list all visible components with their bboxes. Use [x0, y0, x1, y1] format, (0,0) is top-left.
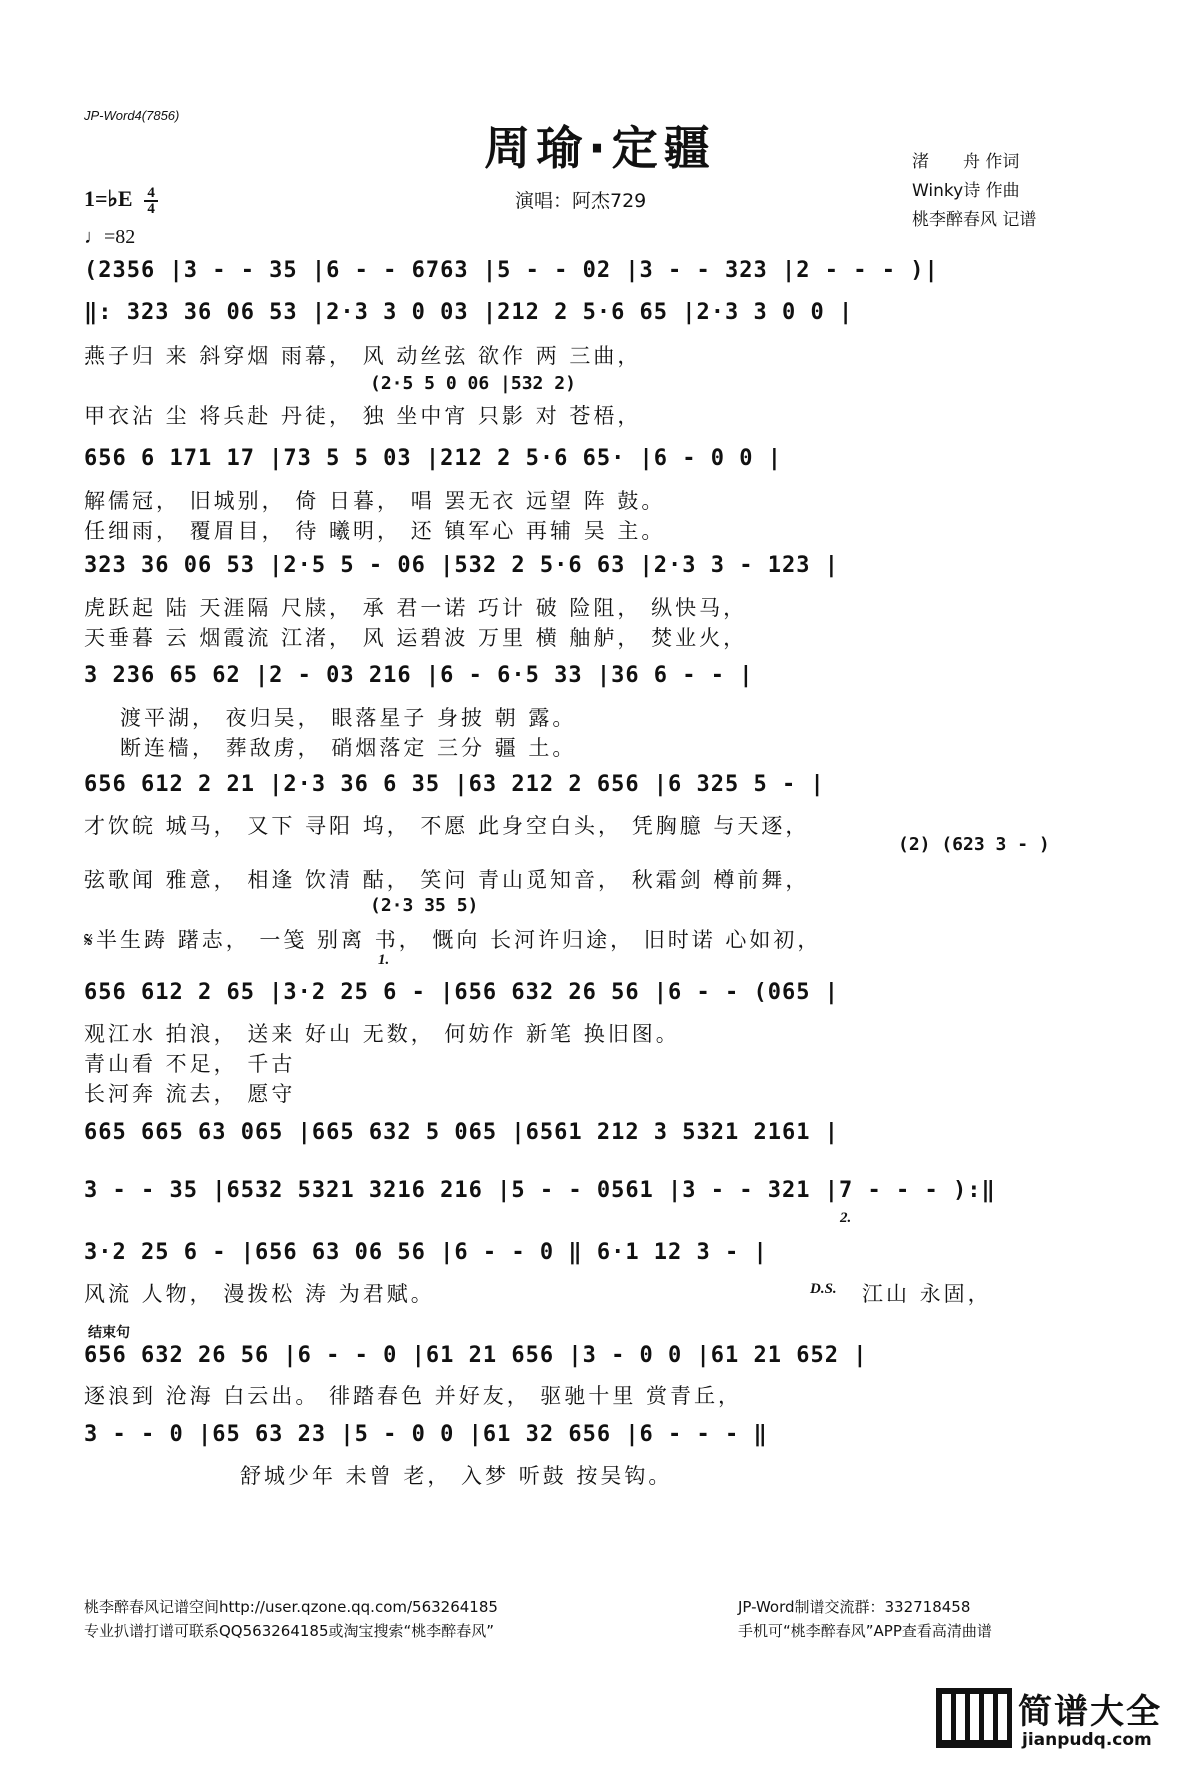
meter-top: 4 [147, 185, 155, 201]
composer-credit: Winky诗 作曲 [912, 181, 1020, 201]
lyric-line-5: 虎跃起 陆 天涯隔 尺牍， 承 君一诺 巧计 破 险阻， 纵快马， [84, 596, 748, 620]
song-title: 周瑜·定疆 [484, 121, 716, 175]
lyric-line-13: 青山看 不足， 千古 [84, 1052, 296, 1076]
time-signature [144, 186, 158, 216]
staff-row-12: 3 - - 0 |65 63 23 |5 - 0 0 |61 32 656 |6 - - - ‖ [84, 1422, 1104, 1447]
site-logo [936, 1680, 1176, 1760]
lyric-line-15: 风流 人物， 漫拨松 涛 为君赋。 [84, 1282, 435, 1306]
ending-label: 结束句 [88, 1325, 130, 1341]
staff-row-4: 323 36 06 53 |2·5 5 - 06 |532 2 5·6 63 |2·3 3 - 123 | [84, 553, 1104, 578]
staff-row-2: ‖: 323 36 06 53 |2·3 3 0 03 |212 2 5·6 65 |2·3 3 0 0 | [84, 300, 1104, 325]
lyric-line-12: 观江水 拍浪， 送来 好山 无数， 何妨作 新笔 换旧图。 [84, 1022, 680, 1046]
lyric-line-17: 逐浪到 沧海 白云出。 徘踏春色 并好友， 驱驰十里 赏青丘， [84, 1384, 743, 1408]
meter-bottom: 4 [147, 201, 155, 217]
footer-left-line1: 桃李醉春风记谱空间http://user.qzone.qq.com/563264185 [84, 1598, 498, 1616]
lyric-line-2: 甲衣沾 尘 将兵赴 丹徒， 独 坐中宵 只影 对 苍梧， [84, 404, 642, 428]
lyric-line-4: 任细雨， 覆眉目， 待 曦明， 还 镇军心 再辅 吴 主。 [84, 519, 666, 543]
lyric-line-11: 𝄋半生踌 躇志， 一笺 别离 书， 慨向 长河许归途， 旧时诺 心如初， [84, 928, 822, 952]
ds-mark: D.S. [810, 1281, 837, 1297]
logo-url: jianpudq.com [1022, 1730, 1152, 1750]
key-signature [84, 186, 158, 216]
transcriber-credit: 桃李醉春风 记谱 [912, 210, 1037, 230]
credits-block [912, 148, 1036, 235]
volta-1: 1. [378, 952, 390, 968]
interlude-2: (2) (623 3 - ) [898, 834, 1050, 855]
lyric-line-6: 天垂暮 云 烟霞流 江渚， 风 运碧波 万里 横 舳舻， 焚业火， [84, 626, 748, 650]
staff-row-9: 3 - - 35 |6532 5321 3216 216 |5 - - 0561 |3 - - 321 |7 - - - ):‖ [84, 1178, 1104, 1203]
footer-right-line2: 手机可“桃李醉春风”APP查看高清曲谱 [738, 1622, 992, 1640]
lyric-line-7: 渡平湖， 夜归吴， 眼落星子 身披 朝 露。 [120, 706, 577, 730]
lyric-line-16: 江山 永固， [862, 1282, 992, 1306]
lyric-line-18: 舒城少年 未曾 老， 入梦 听鼓 按吴钩。 [240, 1464, 673, 1488]
piano-keys-icon [936, 1688, 1012, 1748]
lyric-line-10: 弦歌闻 雅意， 相逢 饮清 酤， 笑问 青山觅知音， 秋霜剑 樽前舞， [84, 868, 810, 892]
key-label: 1=♭E [84, 186, 133, 212]
tempo-marking: ♩=82 [84, 226, 136, 248]
footer-left-line2: 专业扒谱打谱可联系QQ563264185或淘宝搜索“桃李醉春风” [84, 1622, 495, 1640]
staff-row-6: 656 612 2 21 |2·3 36 6 35 |63 212 2 656 |6 325 5 - | [84, 772, 1104, 797]
footer-right-line1: JP-Word制谱交流群：332718458 [738, 1598, 971, 1616]
staff-row-1: (2356 |3 - - 35 |6 - - 6763 |5 - - 02 |3 - - 323 |2 - - - )| [84, 258, 1104, 283]
lyric-line-1: 燕子归 来 斜穿烟 雨幕， 风 动丝弦 欲作 两 三曲， [84, 344, 642, 368]
staff-row-3: 656 6 171 17 |73 5 5 03 |212 2 5·6 65· |6 - 0 0 | [84, 446, 1104, 471]
software-version: JP-Word4(7856) [84, 108, 180, 123]
lyric-line-14: 长河奔 流去， 愿守 [84, 1082, 296, 1106]
lyric-line-9: 才饮皖 城马， 又下 寻阳 坞， 不愿 此身空白头， 凭胸臆 与天逐， [84, 814, 810, 838]
interlude-1: (2·5 5 0 06 |532 2) [370, 373, 576, 394]
lyricist-credit: 渚 舟 作词 [912, 152, 1020, 172]
staff-row-11: 656 632 26 56 |6 - - 0 |61 21 656 |3 - 0 0 |61 21 652 | [84, 1343, 1104, 1368]
staff-row-10: 3·2 25 6 - |656 63 06 56 |6 - - 0 ‖ 6·1 12 3 - | [84, 1240, 1104, 1265]
logo-name: 简谱大全 [1018, 1692, 1162, 1732]
staff-row-8: 665 665 63 065 |665 632 5 065 |6561 212 3 5321 2161 | [84, 1120, 1104, 1145]
interlude-3: (2·3 35 5) [370, 895, 479, 916]
lyric-line-8: 断连樯， 葬敌虏， 硝烟落定 三分 疆 土。 [120, 736, 577, 760]
volta-2: 2. [840, 1210, 852, 1226]
staff-row-7: 656 612 2 65 |3·2 25 6 - |656 632 26 56 |6 - - (065 | [84, 980, 1104, 1005]
singer-credit: 演唱：阿杰729 [515, 190, 647, 212]
lyric-line-3: 解儒冠， 旧城别， 倚 日暮， 唱 罢无衣 远望 阵 鼓。 [84, 489, 666, 513]
staff-row-5: 3 236 65 62 |2 - 03 216 |6 - 6·5 33 |36 6 - - | [84, 663, 1104, 688]
